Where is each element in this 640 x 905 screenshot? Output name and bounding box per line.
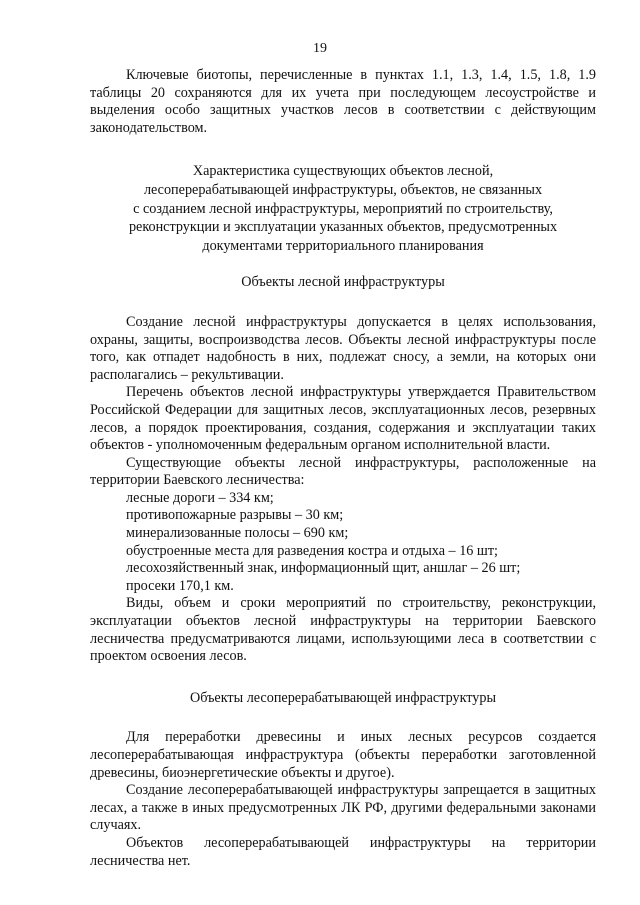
main-heading-line: с созданием лесной инфраструктуры, мероприятий по строительству, (133, 200, 553, 217)
list-item: лесные дороги – 334 км; (126, 489, 274, 506)
section-heading-processing-infrastructure: Объекты лесоперерабатывающей инфраструктуры (189, 689, 497, 706)
list-item: противопожарные разрывы – 30 км; (126, 507, 344, 524)
section-heading-forest-infrastructure: Объекты лесной инфраструктуры (241, 274, 445, 291)
page-number: 19 (313, 41, 327, 56)
section2-paragraph-3: Объектов лесоперерабатывающей инфраструктуры на территории лесничества нет. (90, 834, 596, 869)
section1-paragraph-4: Виды, объем и сроки мероприятий по строительству, реконструкции, эксплуатации объектов лесной инфраструктуры на территории Баевского лесничества предусматриваются лицами, использующими леса в соответствии с проектом освоения лесов. (90, 595, 596, 665)
section2-paragraph-1: Для переработки древесины и иных лесных ресурсов создается лесоперерабатывающая инфраструктура (объекты переработки заготовленной древесины, биоэнергетические объекты и другое). (90, 729, 596, 781)
section1-paragraph-3: Существующие объекты лесной инфраструктуры, расположенные на территории Баевского лесничества: (90, 454, 596, 489)
intro-paragraph: Ключевые биотопы, перечисленные в пунктах 1.1, 1.3, 1.4, 1.5, 1.8, 1.9 таблицы 20 сохраняются для их учета при последующем лесоустройстве и выделения особо защитных участков лесов в соответствии с действующим законодательством. (90, 67, 596, 136)
section1-paragraph-1: Создание лесной инфраструктуры допускается в целях использования, охраны, защиты, воспроизводства лесов. Объекты лесной инфраструктуры после того, как отпадет надобность в них, подлежат сносу, а земли, на которых они располагались – рекультивации. (90, 313, 596, 383)
section2-paragraph-2: Создание лесоперерабатывающей инфраструктуры запрещается в защитных лесах, а также в иных предусмотренных ЛК РФ, другими федеральными законами случаях. (90, 782, 596, 834)
main-heading-line: Характеристика существующих объектов лесной, (192, 163, 494, 180)
section1-paragraph-2: Перечень объектов лесной инфраструктуры утверждается Правительством Российской Федерации для защитных лесов, эксплуатационных лесов, резервных лесов, а порядок проектирования, создания, содержания и эксплуатации таких объектов - уполномоченным федеральным органом исполнительной власти. (90, 384, 596, 454)
main-heading-line: документами территориального планирования (202, 237, 484, 254)
list-item: лесохозяйственный знак, информационный щит, аншлаг – 26 шт; (126, 560, 521, 577)
main-heading-line: лесоперерабатывающей инфраструктуры, объектов, не связанных (143, 181, 543, 198)
page-content (90, 67, 596, 870)
main-heading-line: реконструкции и эксплуатации указанных объектов, предусмотренных (128, 219, 558, 236)
list-item: минерализованные полосы – 690 км; (126, 525, 349, 542)
infrastructure-list (90, 490, 596, 596)
list-item: обустроенные места для разведения костра и отдыха – 16 шт; (126, 542, 498, 559)
list-item: просеки 170,1 км. (126, 577, 234, 594)
main-heading (90, 162, 596, 255)
